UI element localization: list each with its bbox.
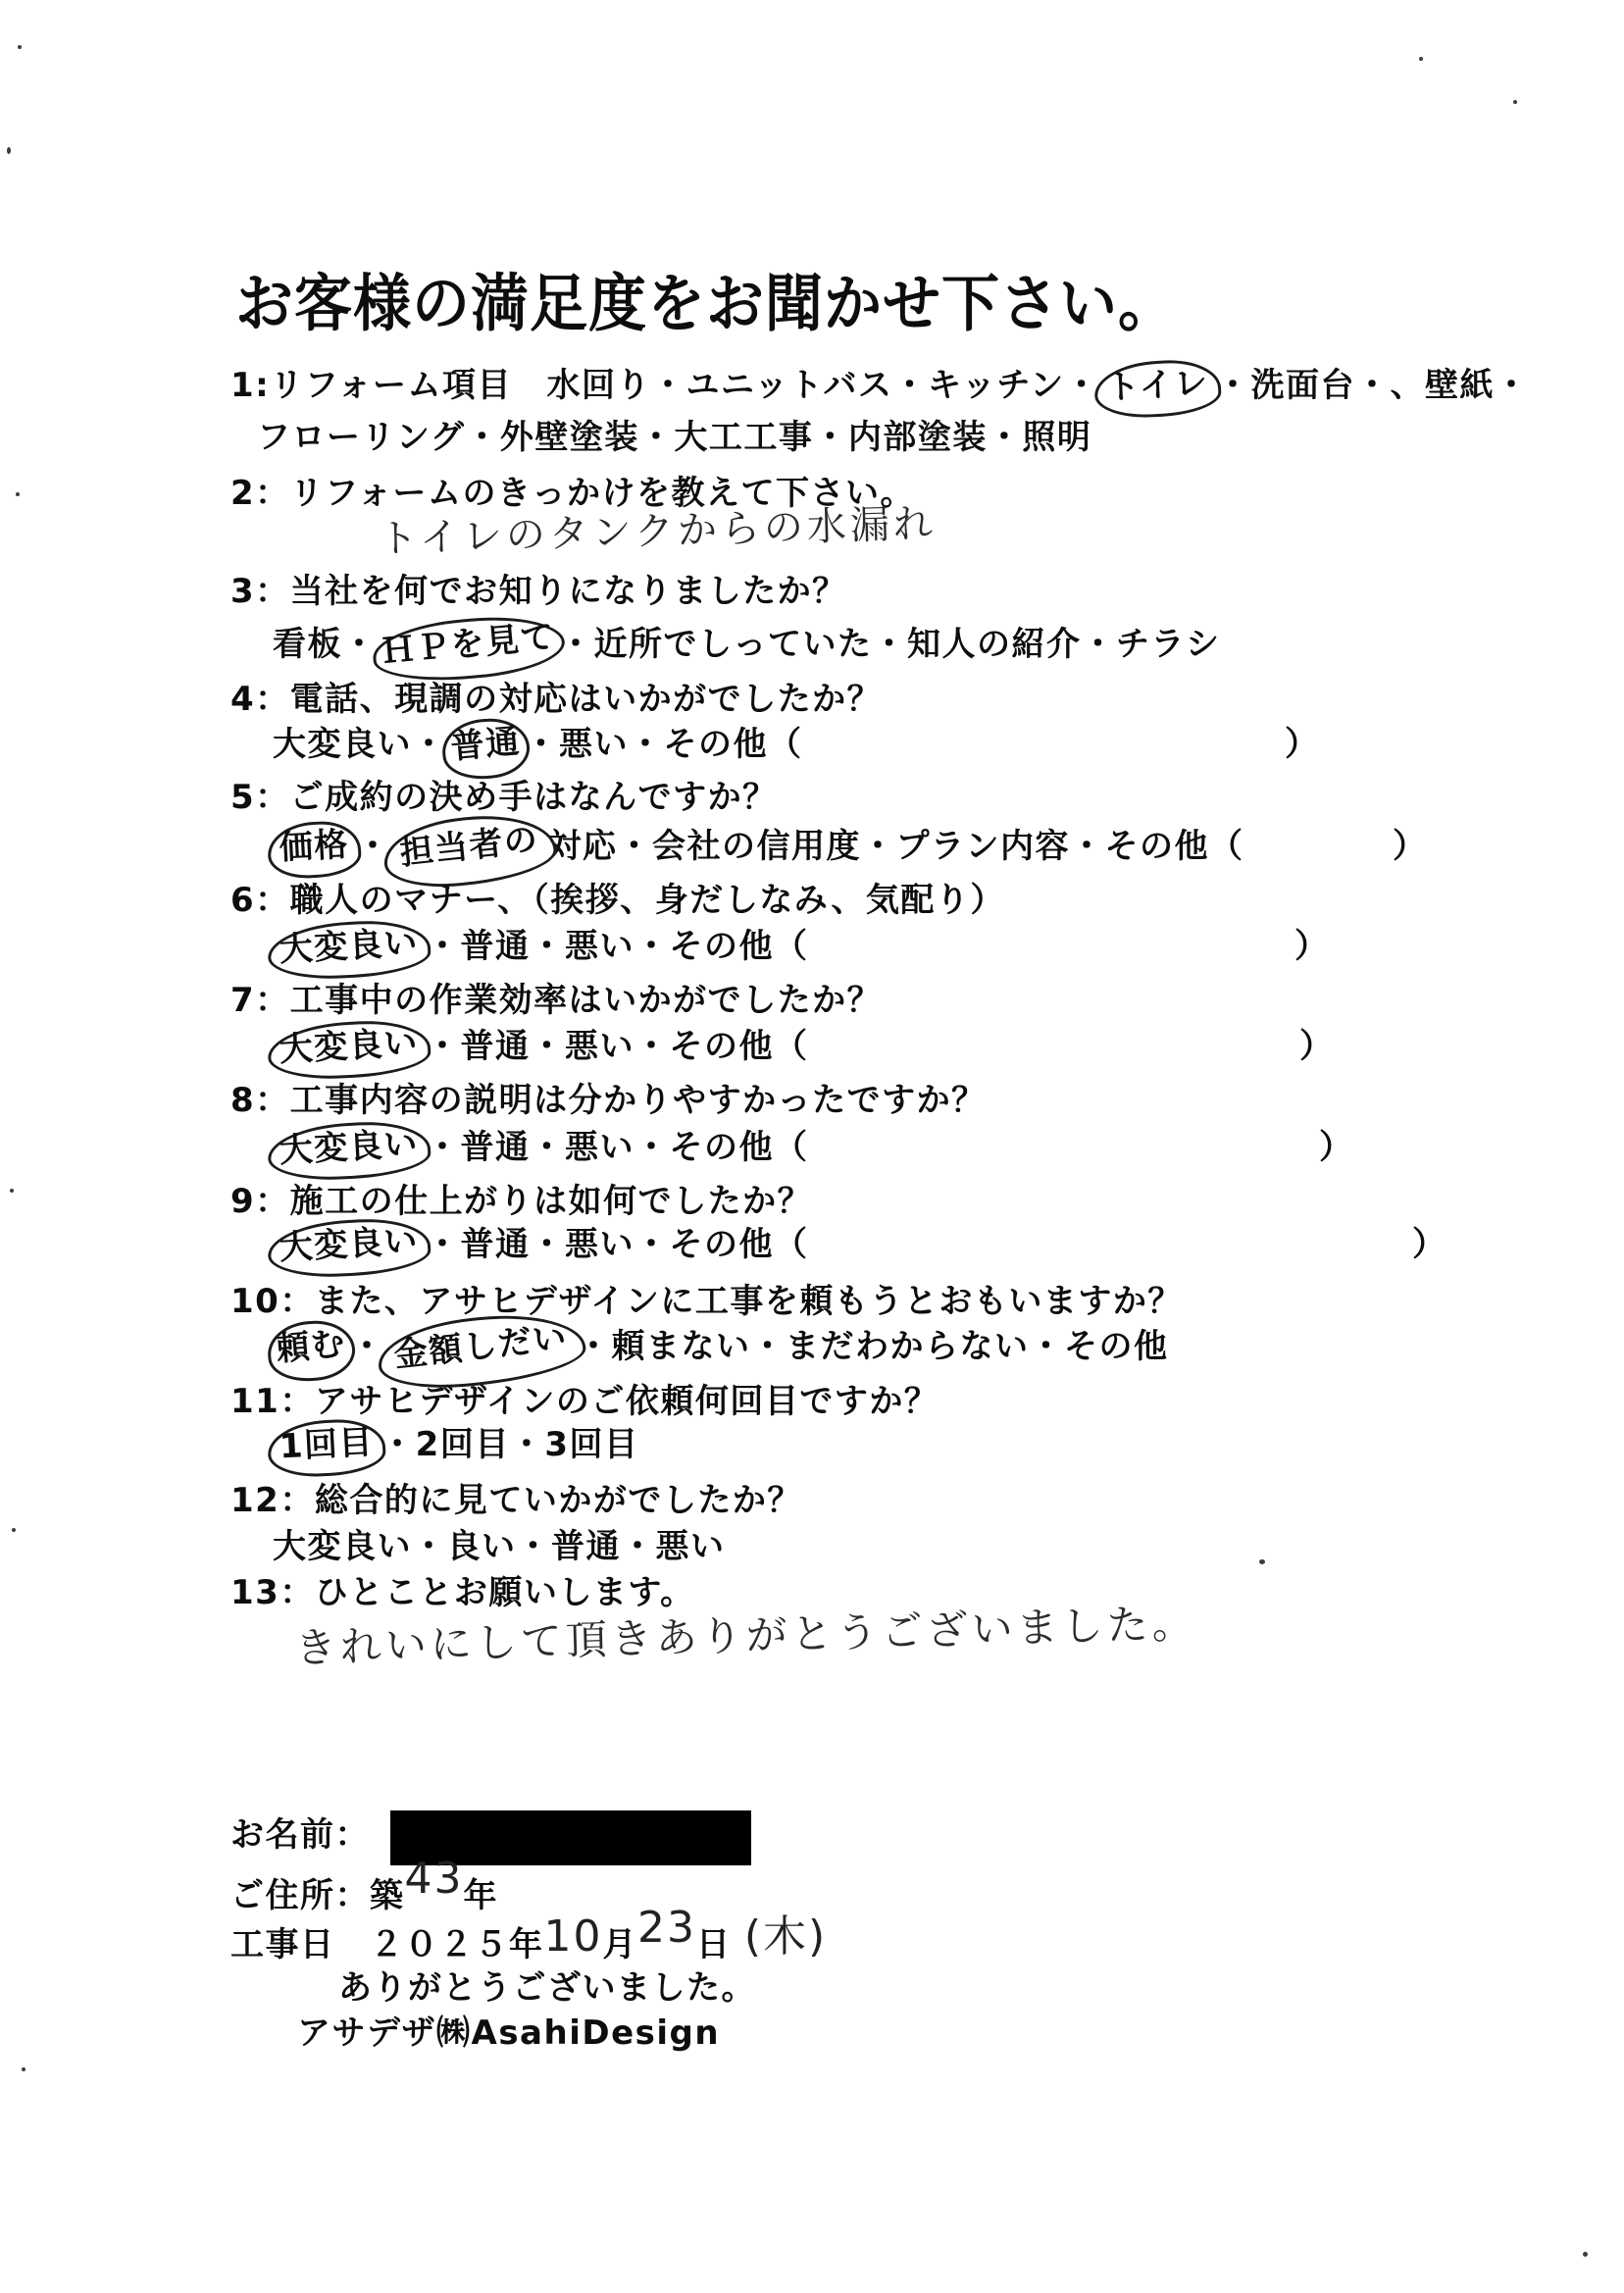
q11-label-text: 11：アサヒデザインのご依頼何回目ですか？ (230, 1382, 939, 1421)
date-month-unit: 月 (602, 1925, 637, 1964)
q12-label-text: 12：総合的に見ていかがでしたか？ (230, 1481, 802, 1520)
q5-circled-text-2: 担当者の (397, 819, 540, 874)
q9-text-suffix: ・普通・悪い・その他（ (426, 1225, 809, 1264)
q13-label-text: 13：ひとことお願いします。 (230, 1573, 695, 1612)
q10-label-text: 10：また、アサヒデザインに工事を頼もうとおもいますか？ (230, 1282, 1183, 1321)
date-day-unit: 日 (696, 1925, 732, 1964)
scan-speck (1513, 100, 1517, 104)
question-7-label (230, 980, 882, 1022)
scan-speck (1583, 2252, 1588, 2257)
q4-label-text: 4：電話、現調の対応はいかがでしたか？ (230, 680, 883, 719)
scan-speck (7, 147, 11, 154)
q13-handwritten-answer: きれいにして頂きありがとうございました。 (294, 1599, 1198, 1672)
q3-text-suffix: ・近所でしっていた・知人の紹介・チラシ (559, 625, 1221, 664)
name-label: お名前： (230, 1815, 370, 1855)
q3-circled-answer (370, 611, 566, 687)
question-8-label (230, 1080, 987, 1122)
question-10-options (273, 1317, 1169, 1376)
scan-speck (1419, 57, 1423, 61)
q2-label-text: 2：リフォームのきっかけを教えて下さい。 (230, 474, 915, 513)
q11-text-suffix: ・2回目・3回目 (381, 1425, 639, 1464)
q1-text-suffix: ・洗面台・、壁紙・ (1215, 366, 1530, 405)
question-12-label (230, 1480, 802, 1522)
question-12-options (273, 1526, 726, 1568)
q8-close-paren: ） (1319, 1128, 1354, 1167)
q5-circled-answer-1 (267, 820, 363, 880)
question-9-label (230, 1181, 812, 1223)
scan-speck (16, 492, 20, 496)
q5-circled-text-1: 価格 (278, 825, 350, 868)
question-7-options (273, 1023, 1335, 1070)
q5-label-text: 5：ご成約の決め手はなんですか？ (230, 778, 778, 817)
question-5-options (273, 819, 1428, 874)
q11-circled-text: 1回目 (278, 1422, 375, 1467)
q4-text-prefix: 大変良い・ (273, 725, 447, 764)
question-11-options (273, 1424, 639, 1466)
q5-close-paren: ） (1393, 827, 1428, 866)
q9-label-text: 9：施工の仕上がりは如何でしたか？ (230, 1182, 813, 1221)
q5-text-mid: ・ (356, 827, 391, 866)
q8-label-text: 8：工事内容の説明は分かりやすかったですか？ (230, 1081, 987, 1120)
q4-circled-answer (439, 715, 532, 782)
q6-label-text: 6：職人のマナー、（挨拶、身だしなみ、気配り） (230, 881, 1005, 920)
q4-circled-text: 普通 (448, 721, 522, 768)
address-row (230, 1854, 498, 1919)
q8-circled-answer (267, 1119, 432, 1183)
q8-circled-text: 大変良い (278, 1124, 420, 1171)
q6-close-paren: ） (1294, 927, 1330, 966)
question-6-options (273, 923, 1330, 970)
name-row (230, 1814, 370, 1857)
question-10-label (230, 1281, 1183, 1323)
q6-circled-text: 大変良い (278, 923, 420, 970)
q3-text-prefix: 看板・ (273, 625, 378, 664)
q10-circled-text-1: 頼む (275, 1323, 348, 1370)
q8-text-suffix: ・普通・悪い・その他（ (426, 1128, 809, 1167)
q6-circled-answer (267, 918, 432, 982)
q9-close-paren: ） (1412, 1225, 1447, 1264)
date-handwritten-day: 23 (637, 1903, 696, 1953)
question-3-label (230, 571, 847, 613)
question-1-line1 (230, 365, 1529, 407)
question-11-label (230, 1381, 939, 1423)
question-8-options (273, 1124, 1354, 1171)
question-3-options (273, 617, 1221, 672)
page-title: お客様の満足度をお聞かせ下さい。 (235, 267, 1178, 340)
thanks-line (338, 1967, 756, 2010)
q3-label-text: 3：当社を何でお知りになりましたか？ (230, 572, 847, 611)
date-handwritten-weekday: (木) (743, 1911, 828, 1962)
address-label: ご住所：築 (230, 1876, 405, 1915)
q12-options-text: 大変良い・良い・普通・悪い (273, 1527, 726, 1566)
q1-circled-text: トイレ (1104, 363, 1210, 408)
q2-handwritten-answer: トイレのタンクからの水漏れ (378, 501, 938, 562)
q3-circled-text: ＨＰを見て (379, 617, 557, 672)
question-1-line2 (257, 417, 1091, 459)
q10-text-suffix: ・頼まない・まだわからない・その他 (577, 1327, 1169, 1366)
q10-circled-answer-1 (266, 1317, 358, 1384)
scan-speck (10, 1189, 14, 1193)
date-handwritten-month: 10 (543, 1911, 603, 1962)
address-unit: 年 (463, 1876, 498, 1915)
q9-circled-text: 大変良い (278, 1221, 420, 1268)
q1-text-line2: フローリング・外壁塗装・大工工事・内部塗装・照明 (257, 418, 1092, 457)
q11-circled-answer (267, 1417, 387, 1479)
question-4-label (230, 679, 882, 721)
scan-speck (12, 1528, 16, 1532)
question-4-options (273, 721, 1320, 768)
question-5-label (230, 777, 778, 819)
scan-speck (1259, 1559, 1265, 1564)
q7-circled-answer (267, 1018, 432, 1082)
q10-text-mid: ・ (350, 1327, 385, 1366)
q1-text-prefix: 1:リフォーム項目 水回り・ユニットバス・キッチン・ (230, 366, 1100, 405)
q7-circled-text: 大変良い (278, 1023, 420, 1070)
date-label: 工事日 ２０２５年 (230, 1925, 544, 1964)
q9-circled-answer (267, 1216, 432, 1280)
q4-close-paren: ） (1285, 725, 1320, 764)
q5-text-suffix: 対応・会社の信用度・プラン内容・その他（ (547, 827, 1244, 866)
scan-speck (18, 45, 22, 49)
q6-text-suffix: ・普通・悪い・その他（ (426, 927, 809, 966)
q1-circled-answer (1093, 358, 1223, 420)
q10-circled-text-2: 金額しだい (391, 1317, 570, 1376)
question-6-label (230, 880, 1005, 922)
address-handwritten-years: 43 (404, 1854, 464, 1904)
q7-text-suffix: ・普通・悪い・その他（ (426, 1027, 809, 1066)
q7-label-text: 7：工事中の作業効率はいかがでしたか？ (230, 981, 883, 1020)
scan-speck (22, 2067, 25, 2071)
construction-date-row (230, 1903, 828, 1968)
question-9-options (273, 1221, 1447, 1268)
q7-close-paren: ） (1299, 1027, 1335, 1066)
thanks-text: ありがとうございました。 (338, 1968, 756, 2008)
company-line (297, 2013, 720, 2055)
q4-text-suffix: ・悪い・その他（ (524, 725, 803, 764)
company-text: アサデザ㈱AsahiDesign (297, 2013, 721, 2053)
